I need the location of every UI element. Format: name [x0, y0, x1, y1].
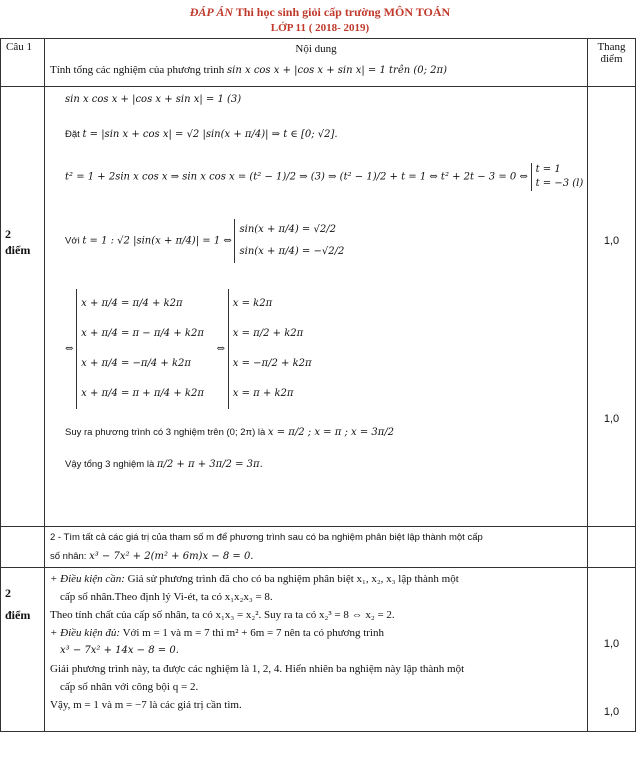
q1-points-value: 2 [5, 227, 11, 241]
q2-line-2: cấp số nhân.Theo định lý Vi-ét, ta có x₁x₂x₃ = 8. [60, 591, 273, 603]
document-header [0, 4, 640, 36]
q1-step3: t² = 1 + 2sin x cos x ⇒ sin x cos x = (t² − 1)/2 ⇒ (3) ⇒ (t² − 1)/2 + t = 1 ⇔ t² + 2t − 3 = 0 ⇔ t = 1 t = −3 (l) [65, 164, 584, 189]
q2-points-value: 2 [5, 586, 11, 600]
q1-points-unit: điểm [5, 243, 31, 257]
q2-score-2: 1,0 [603, 706, 620, 718]
q1-conclusion-2: Vậy tổng 3 nghiệm là π/2 + π + 3π/2 = 3π. [65, 459, 263, 470]
q2-solution [45, 568, 588, 732]
q1-score-2: 1,0 [603, 413, 620, 425]
q1-score-1: 1,0 [603, 235, 620, 247]
q1-statement: Tính tổng các nghiệm của phương trình sin x cos x + |cos x + sin x| = 1 trên (0; 2π) [50, 64, 448, 76]
q2-line-4: + Điều kiện đủ: Với m = 1 và m = 7 thì m² + 6m = 7 nên ta có phương trình [50, 627, 385, 639]
q2-line-3: Theo tính chất của cấp số nhân, ta có x₁x₃ = x₂². Suy ra ta có x₂³ = 8 ⇔ x₂ = 2. [50, 609, 395, 621]
grade-line: LỚP 11 ( 2018- 2019) [270, 22, 370, 34]
q1-step4-cases: sin(x + π/4) = √2/2 sin(x + π/4) = −√2/2 [234, 219, 344, 263]
q1-solution [45, 87, 588, 527]
q1-step3-cases: t = 1 t = −3 (l) [531, 163, 584, 191]
content-header-cell [45, 39, 588, 87]
q1-step2: Đặt t = |sin x + cos x| = √2 |sin(x + π/4)| ⇒ t ∈ [0; √2]. [65, 129, 338, 140]
q2-statement-line-1: 2 - Tìm tất cả các giá trị của tham số m để phương trình sau có ba nghiệm phân biệt lập thành một cấp [50, 532, 483, 543]
q2-line-8: Vậy, m = 1 và m = −7 là các giá trị cần tìm. [50, 699, 242, 711]
q2-score-1: 1,0 [603, 638, 620, 650]
q1-step4: Với t = 1 : √2 |sin(x + π/4)| = 1 ⇔ sin(x + π/4) = √2/2 sin(x + π/4) = −√2/2 [65, 219, 582, 263]
document-title [0, 4, 640, 20]
content-heading: Nội dung [295, 43, 337, 55]
q2-statement [45, 527, 588, 568]
q2-points-cell [1, 568, 45, 732]
q2-line-6: Giải phương trình này, ta được các nghiệm là 1, 2, 4. Hiển nhiên ba nghiệm này lập thành một [50, 663, 465, 675]
q2-points-unit: điểm [5, 608, 31, 622]
score-header-cell [588, 39, 636, 87]
question-number-cell [1, 39, 45, 87]
q1-solution-row [1, 87, 636, 527]
score-heading-2: điểm [600, 53, 623, 65]
q1-system: ⇔ x + π/4 = π/4 + k2π x + π/4 = π − π/4 + k2π x + π/4 = −π/4 + k2π x + π/4 = π + π/4 + k2π ⇔ x = k2π x = π/2 + k2π x = −π/2 + k2π x = π + k2π [65, 289, 582, 409]
q1-points-cell [1, 87, 45, 527]
q2-statement-row [1, 527, 636, 568]
question-number: Câu 1 [6, 41, 32, 53]
score-heading-1: Thang [597, 41, 626, 53]
answer-table [0, 38, 636, 732]
q1-system-left: x + π/4 = π/4 + k2π x + π/4 = π − π/4 + k2π x + π/4 = −π/4 + k2π x + π/4 = π + π/4 + k2π [76, 289, 214, 409]
q2-line-1: + Điều kiện cần: Giả sử phương trình đã cho có ba nghiệm phân biệt x₁, x₂, x₃ lập thành một [50, 573, 459, 585]
q2-line-5: x³ − 7x² + 14x − 8 = 0. [60, 645, 179, 656]
q1-system-right: x = k2π x = π/2 + k2π x = −π/2 + k2π x = π + k2π [228, 289, 312, 409]
table-header-row [1, 39, 636, 87]
q2-solution-row [1, 568, 636, 732]
q2-line-7: cấp số nhân với công bội q = 2. [60, 681, 199, 693]
q1-conclusion-1: Suy ra phương trình có 3 nghiệm trên (0; 2π) là x = π/2 ; x = π ; x = 3π/2 [65, 427, 395, 438]
q1-score-cell [588, 87, 636, 527]
q2-score-cell [588, 568, 636, 732]
q1-step1: sin x cos x + |cos x + sin x| = 1 (3) [65, 94, 242, 105]
answer-label: ĐÁP ÁN [189, 5, 233, 19]
q2-statement-line-2: số nhân: x³ − 7x² + 2(m² + 6m)x − 8 = 0. [50, 551, 254, 562]
title-rest: Thi học sinh giỏi cấp trường MÔN TOÁN [233, 5, 451, 19]
